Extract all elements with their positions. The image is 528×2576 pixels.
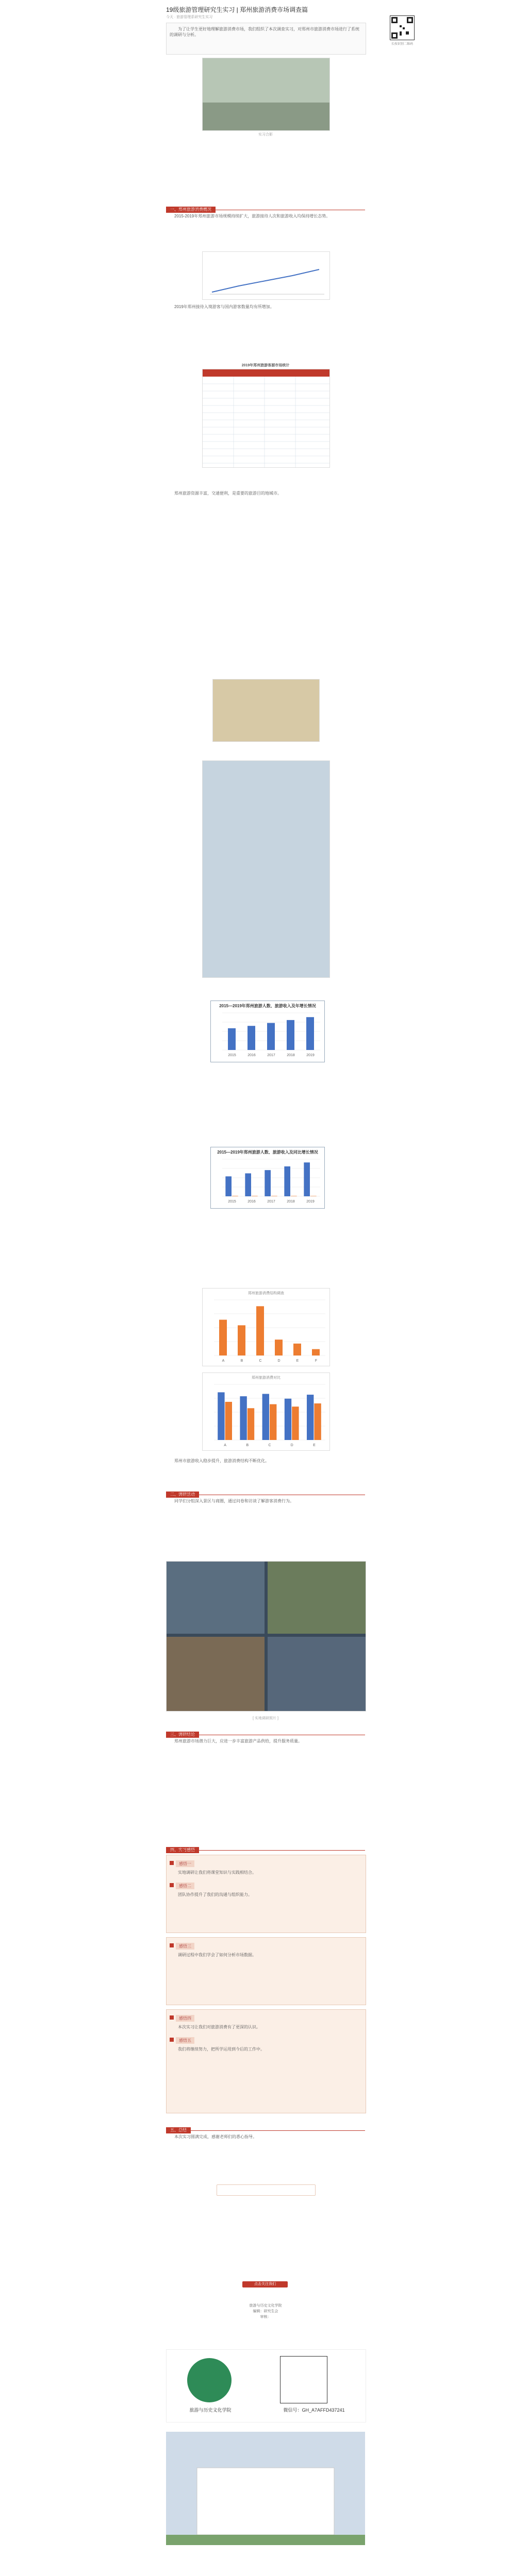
section2-p1: 郑州旅游资源丰富，交通便利，是重要的旅游目的地城市。 bbox=[174, 491, 282, 496]
footer-line-2: 编辑：研究生会 bbox=[253, 2310, 278, 2313]
chart-bar bbox=[267, 1023, 275, 1050]
chart-bar bbox=[270, 1404, 276, 1440]
chart-tick-label: E bbox=[313, 1444, 316, 1447]
chart-tick-label: B bbox=[240, 1359, 243, 1363]
chart-bar bbox=[287, 1020, 294, 1050]
chart3 bbox=[202, 1288, 330, 1366]
footer-lines bbox=[227, 2303, 304, 2320]
intro-paragraph: 为了让学生更好地理解旅游消费市场，我们组织了本次调查实习，对郑州市旅游消费市场进行了系统的调研与分析。 bbox=[170, 27, 359, 37]
chart-bar bbox=[312, 1349, 320, 1355]
chart-bar bbox=[265, 1170, 271, 1196]
chart-tick-label: D bbox=[290, 1444, 293, 1447]
section5-panel-2 bbox=[166, 1937, 366, 2005]
intro-box bbox=[166, 23, 366, 55]
chart-tick-label: 2019 bbox=[306, 1200, 315, 1204]
footer-wechat: 微信号：GH_A7AFFD437241 bbox=[283, 2408, 345, 2413]
chart-bar bbox=[245, 1173, 251, 1196]
chart-bar bbox=[248, 1026, 255, 1050]
intro-photo bbox=[202, 58, 330, 131]
section5-chip-4: 感悟四 bbox=[176, 2015, 194, 2022]
chart3-title: 郑州旅游消费结构调查 bbox=[248, 1292, 284, 1295]
section6-p1: 本次实习圆满完成，感谢老师们的悉心指导。 bbox=[174, 2134, 257, 2139]
section5-panel-1 bbox=[166, 1855, 366, 1933]
chart2-svg bbox=[211, 1155, 324, 1205]
section1-table bbox=[202, 369, 330, 468]
section4-p1: 郑州旅游市场潜力巨大，应进一步丰富旅游产品供给，提升服务质量。 bbox=[174, 1739, 302, 1743]
section5-text-1: 实地调研让我们将课堂知识与实践相结合。 bbox=[178, 1870, 256, 1875]
section1-body2 bbox=[166, 304, 365, 310]
chart-bar bbox=[293, 1344, 301, 1355]
chart-bar bbox=[225, 1402, 232, 1440]
section5-header bbox=[166, 1844, 365, 1851]
chart-bar bbox=[284, 1166, 290, 1196]
square-bullet-icon bbox=[170, 1861, 174, 1865]
article-title: 19级旅游管理研究生实习 | 郑州旅游消费市场调查篇 bbox=[166, 6, 308, 13]
qr-code[interactable] bbox=[390, 15, 415, 40]
section5-chip-1: 感悟一 bbox=[176, 1860, 194, 1867]
chart-tick-label: 2016 bbox=[248, 1054, 256, 1057]
section5-chip-2: 感悟二 bbox=[176, 1883, 194, 1889]
section1-line-chart bbox=[202, 251, 330, 300]
footer-building-photo bbox=[166, 2432, 365, 2545]
chart2-title: 2015—2019年郑州旅游人数、旅游收入及同比增长情况 bbox=[217, 1150, 318, 1155]
section5-text-4: 本次实习让我们对旅游消费有了更深的认识。 bbox=[178, 2025, 260, 2029]
article-meta: 今天 · 旅游管理系研究生实习 bbox=[166, 15, 213, 19]
square-bullet-icon bbox=[170, 2038, 174, 2042]
chart-tick-label: 2018 bbox=[287, 1054, 295, 1057]
chart-tick-label: A bbox=[224, 1444, 226, 1447]
chart-bar bbox=[219, 1320, 227, 1355]
section5-text-5: 我们将继续努力，把所学运用到今后的工作中。 bbox=[178, 2047, 265, 2052]
section1-p2: 2019年郑州接待入境游客与国内游客数量均有所增加。 bbox=[174, 304, 274, 309]
section3-body bbox=[166, 1498, 365, 1504]
section1-p1: 2015-2019年郑州旅游市场规模持续扩大，旅游接待人次和旅游收入均保持增长态势。 bbox=[174, 214, 331, 218]
square-bullet-icon bbox=[170, 1943, 174, 1947]
chart1 bbox=[210, 1001, 325, 1062]
section1-header bbox=[166, 204, 365, 210]
chart-bar bbox=[306, 1017, 314, 1050]
chart4-title: 郑州旅游消费对比 bbox=[252, 1376, 280, 1380]
section3-header bbox=[166, 1489, 365, 1495]
footer-banner bbox=[217, 2184, 316, 2196]
section1-table-title: 2019年郑州旅游客源市场统计 bbox=[241, 364, 290, 367]
section5-rule bbox=[166, 1850, 365, 1851]
chart-tick-label: 2016 bbox=[248, 1200, 256, 1204]
chart-bar bbox=[228, 1028, 236, 1050]
chart-tick-label: 2018 bbox=[287, 1200, 295, 1204]
chart-bar bbox=[304, 1162, 310, 1196]
section1-body bbox=[166, 213, 365, 219]
school-logo-icon bbox=[187, 2358, 232, 2402]
section6-header bbox=[166, 2125, 365, 2131]
chart1-svg bbox=[211, 1009, 324, 1058]
chart-tick-label: A bbox=[222, 1359, 225, 1363]
section5-chip-5: 感悟五 bbox=[176, 2037, 194, 2044]
footer-line-1: 旅游与历史文化学院 bbox=[249, 2304, 282, 2308]
intro-photo-caption: 实习合影 bbox=[258, 133, 273, 137]
footer-card bbox=[166, 2349, 366, 2422]
chart-tick-label: C bbox=[259, 1359, 262, 1363]
chart-bar bbox=[275, 1340, 283, 1355]
chart-bar bbox=[292, 1406, 299, 1440]
section2-map-large bbox=[202, 760, 330, 978]
section2-map-small bbox=[212, 679, 320, 742]
chart-tick-label: 2017 bbox=[267, 1054, 275, 1057]
chart-bar bbox=[256, 1306, 264, 1355]
chart-tick-label: 2017 bbox=[267, 1200, 275, 1204]
section3-p1: 同学们分组深入景区与商圈，通过问卷和访谈了解游客消费行为。 bbox=[174, 1499, 294, 1503]
chart-bar bbox=[240, 1396, 246, 1440]
chart-bar bbox=[262, 1394, 269, 1440]
chart-tick-label: B bbox=[246, 1444, 249, 1447]
section3-photo-collage bbox=[166, 1561, 366, 1711]
chart-bar bbox=[218, 1392, 224, 1440]
chart-bar bbox=[238, 1325, 245, 1355]
section2-body bbox=[166, 490, 365, 496]
section3-photo-caption: [ 实地调研照片 ] bbox=[253, 1717, 278, 1720]
chart-tick-label: 2015 bbox=[228, 1054, 236, 1057]
chart-tick-label: D bbox=[277, 1359, 280, 1363]
section6-body bbox=[166, 2134, 365, 2140]
square-bullet-icon bbox=[170, 2015, 174, 2020]
footer-school: 旅游与历史文化学院 bbox=[189, 2408, 232, 2413]
chart1-title: 2015—2019年郑州旅游人数、旅游收入及年增长情况 bbox=[219, 1004, 316, 1008]
chart-tick-label: E bbox=[296, 1359, 299, 1363]
chart-bar bbox=[225, 1176, 232, 1196]
footer-qr-code[interactable] bbox=[280, 2356, 327, 2403]
chart4 bbox=[202, 1372, 330, 1451]
chart-bar bbox=[314, 1403, 321, 1440]
chart-bar bbox=[307, 1395, 314, 1440]
section5-chip-3: 感悟三 bbox=[176, 1943, 194, 1950]
section4-header bbox=[166, 1729, 365, 1735]
footer-line-3: 审核： bbox=[260, 2315, 271, 2319]
chart-bar bbox=[285, 1399, 291, 1440]
follow-button[interactable]: 点击关注我们 bbox=[242, 2281, 288, 2287]
section5-text-3: 调研过程中我们学会了如何分析市场数据。 bbox=[178, 1953, 256, 1957]
section6-rule bbox=[166, 2130, 365, 2131]
square-bullet-icon bbox=[170, 1883, 174, 1887]
section2-p3: 郑州市旅游收入稳步提升，旅游消费结构不断优化。 bbox=[174, 1459, 269, 1463]
chart4-svg bbox=[203, 1380, 329, 1448]
chart-tick-label: F bbox=[315, 1359, 318, 1363]
section4-body bbox=[166, 1738, 365, 1744]
qr-caption: 长按识别二维码 bbox=[391, 43, 413, 46]
chart-bar bbox=[248, 1408, 254, 1440]
section5-text-2: 团队协作提升了我们的沟通与组织能力。 bbox=[178, 1892, 252, 1897]
chart-tick-label: 2019 bbox=[306, 1054, 315, 1057]
chart2 bbox=[210, 1147, 325, 1209]
section5-panel-3 bbox=[166, 2009, 366, 2113]
chart3-svg bbox=[203, 1296, 329, 1364]
chart-tick-label: 2015 bbox=[228, 1200, 236, 1204]
section2-body3 bbox=[166, 1458, 365, 1464]
chart-tick-label: C bbox=[268, 1444, 271, 1447]
